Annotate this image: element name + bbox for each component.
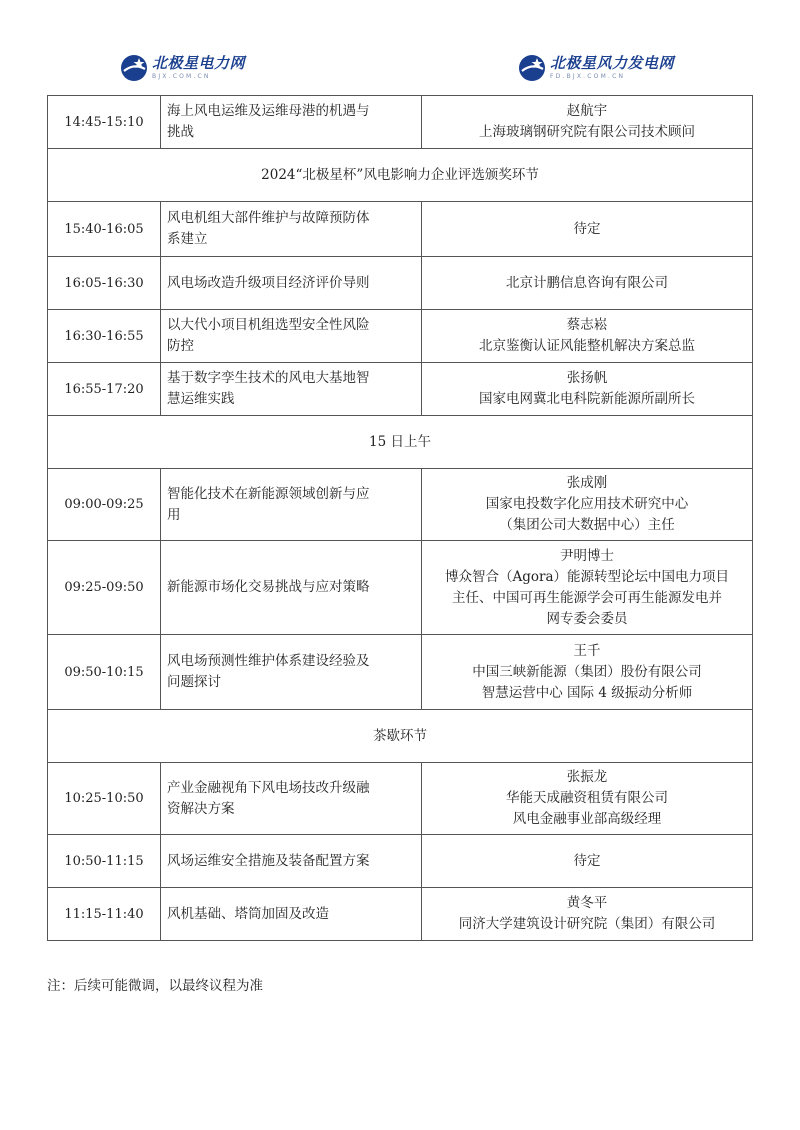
session-speaker (422, 763, 753, 835)
logo-url: FD.BJX.COM.CN (550, 73, 626, 80)
speaker-line: （集团公司大数据中心）主任 (499, 517, 675, 533)
speaker-line: 张成刚 (566, 475, 608, 491)
section-row (48, 416, 753, 469)
session-topic (161, 469, 422, 541)
bjx-wind-logo (518, 50, 674, 86)
agenda-table (47, 95, 753, 941)
topic-line: 挑战 (167, 124, 194, 140)
topic-line: 新能源市场化交易挑战与应对策略 (167, 579, 370, 595)
speaker-line: 北京鉴衡认证风能整机解决方案总监 (479, 338, 695, 354)
session-speaker (422, 469, 753, 541)
agenda-row (48, 888, 753, 941)
topic-line: 系建立 (167, 231, 208, 247)
speaker-line: 主任、中国可再生能源学会可再生能源发电并 (452, 589, 722, 606)
section-row (48, 710, 753, 763)
section-title: 茶歇环节 (48, 710, 753, 763)
polaris-star-icon (120, 54, 148, 82)
logo-url: BJX.COM.CN (152, 73, 211, 80)
speaker-line: 张振龙 (566, 769, 608, 785)
topic-line: 风电场改造升级项目经济评价导则 (167, 274, 370, 291)
speaker-line: 黄冬平 (566, 895, 608, 911)
agenda-row (48, 363, 753, 416)
topic-line: 用 (167, 506, 181, 523)
topic-line: 风场运维安全措施及装备配置方案 (167, 852, 370, 869)
session-topic (161, 310, 422, 363)
agenda-row (48, 763, 753, 835)
speaker-line: 赵航宇 (566, 103, 608, 119)
speaker-line: 网专委会委员 (546, 610, 628, 627)
bjx-power-logo (120, 50, 245, 86)
agenda-row (48, 257, 753, 310)
session-speaker (422, 541, 753, 635)
topic-line: 风电场预测性维护体系建设经验及 (167, 653, 370, 669)
session-topic (161, 257, 422, 310)
speaker-line: 国家电网冀北电科院新能源所副所长 (479, 391, 695, 407)
agenda-row (48, 310, 753, 363)
topic-line: 以大代小项目机组选型安全性风险 (167, 317, 370, 333)
session-time: 16:55-17:20 (48, 363, 161, 416)
session-topic (161, 202, 422, 257)
session-time: 14:45-15:10 (48, 96, 161, 149)
session-topic (161, 635, 422, 710)
session-speaker (422, 96, 753, 149)
logo-title: 北极星电力网 (152, 54, 246, 72)
session-topic (161, 541, 422, 635)
section-row (48, 149, 753, 202)
speaker-line: 同济大学建筑设计研究院（集团）有限公司 (458, 916, 716, 932)
session-time: 15:40-16:05 (48, 202, 161, 257)
session-time: 11:15-11:40 (48, 888, 161, 941)
logo-title: 北极星风力发电网 (550, 54, 675, 72)
topic-line: 海上风电运维及运维母港的机遇与 (167, 103, 370, 119)
topic-line: 产业金融视角下风电场技改升级融 (167, 779, 370, 796)
page-header (0, 50, 800, 86)
speaker-line: 智慧运营中心 国际 4 级振动分析师 (481, 684, 693, 701)
session-time: 10:25-10:50 (48, 763, 161, 835)
session-time: 09:50-10:15 (48, 635, 161, 710)
session-time: 09:00-09:25 (48, 469, 161, 541)
speaker-line: 中国三峡新能源（集团）股份有限公司 (472, 663, 702, 680)
session-speaker (422, 635, 753, 710)
speaker-line: 张扬帆 (566, 370, 608, 386)
session-speaker (422, 257, 753, 310)
session-speaker (422, 202, 753, 257)
speaker-line: 上海玻璃钢研究院有限公司技术顾问 (479, 124, 695, 140)
session-speaker (422, 363, 753, 416)
session-topic (161, 763, 422, 835)
session-time: 16:05-16:30 (48, 257, 161, 310)
topic-line: 资解决方案 (167, 800, 235, 817)
polaris-star-icon (518, 54, 546, 82)
session-topic (161, 363, 422, 416)
agenda-row (48, 96, 753, 149)
section-title: 15 日上午 (48, 416, 753, 469)
topic-line: 基于数字孪生技术的风电大基地智 (167, 370, 370, 386)
topic-line: 防控 (167, 338, 194, 354)
footnote: 注：后续可能微调，以最终议程为准 (47, 978, 263, 994)
speaker-line: 博众智合（Agora）能源转型论坛中国电力项目 (444, 568, 730, 585)
topic-line: 风电机组大部件维护与故障预防体 (167, 210, 370, 226)
session-time: 09:25-09:50 (48, 541, 161, 635)
speaker-line: 风电金融事业部高级经理 (512, 811, 662, 827)
session-topic (161, 96, 422, 149)
speaker-line: 蔡志崧 (566, 317, 608, 333)
speaker-line: 尹明博士 (560, 547, 614, 564)
agenda-row (48, 835, 753, 888)
session-time: 10:50-11:15 (48, 835, 161, 888)
speaker-line: 国家电投数字化应用技术研究中心 (485, 496, 689, 512)
speaker-line: 待定 (573, 220, 601, 237)
speaker-line: 北京计鹏信息咨询有限公司 (506, 274, 668, 291)
agenda-row (48, 202, 753, 257)
session-time: 16:30-16:55 (48, 310, 161, 363)
session-speaker (422, 888, 753, 941)
agenda-row (48, 541, 753, 635)
speaker-line: 待定 (573, 852, 601, 869)
agenda-row (48, 469, 753, 541)
session-speaker (422, 310, 753, 363)
session-topic (161, 835, 422, 888)
topic-line: 问题探讨 (167, 674, 221, 690)
topic-line: 风机基础、塔筒加固及改造 (167, 905, 329, 922)
section-title: 2024“北极星杯”风电影响力企业评选颁奖环节 (48, 149, 753, 202)
topic-line: 慧运维实践 (167, 391, 235, 407)
speaker-line: 王千 (573, 642, 601, 659)
session-topic (161, 888, 422, 941)
agenda-row (48, 635, 753, 710)
topic-line: 智能化技术在新能源领域创新与应 (167, 485, 370, 502)
session-speaker (422, 835, 753, 888)
speaker-line: 华能天成融资租赁有限公司 (506, 790, 668, 806)
